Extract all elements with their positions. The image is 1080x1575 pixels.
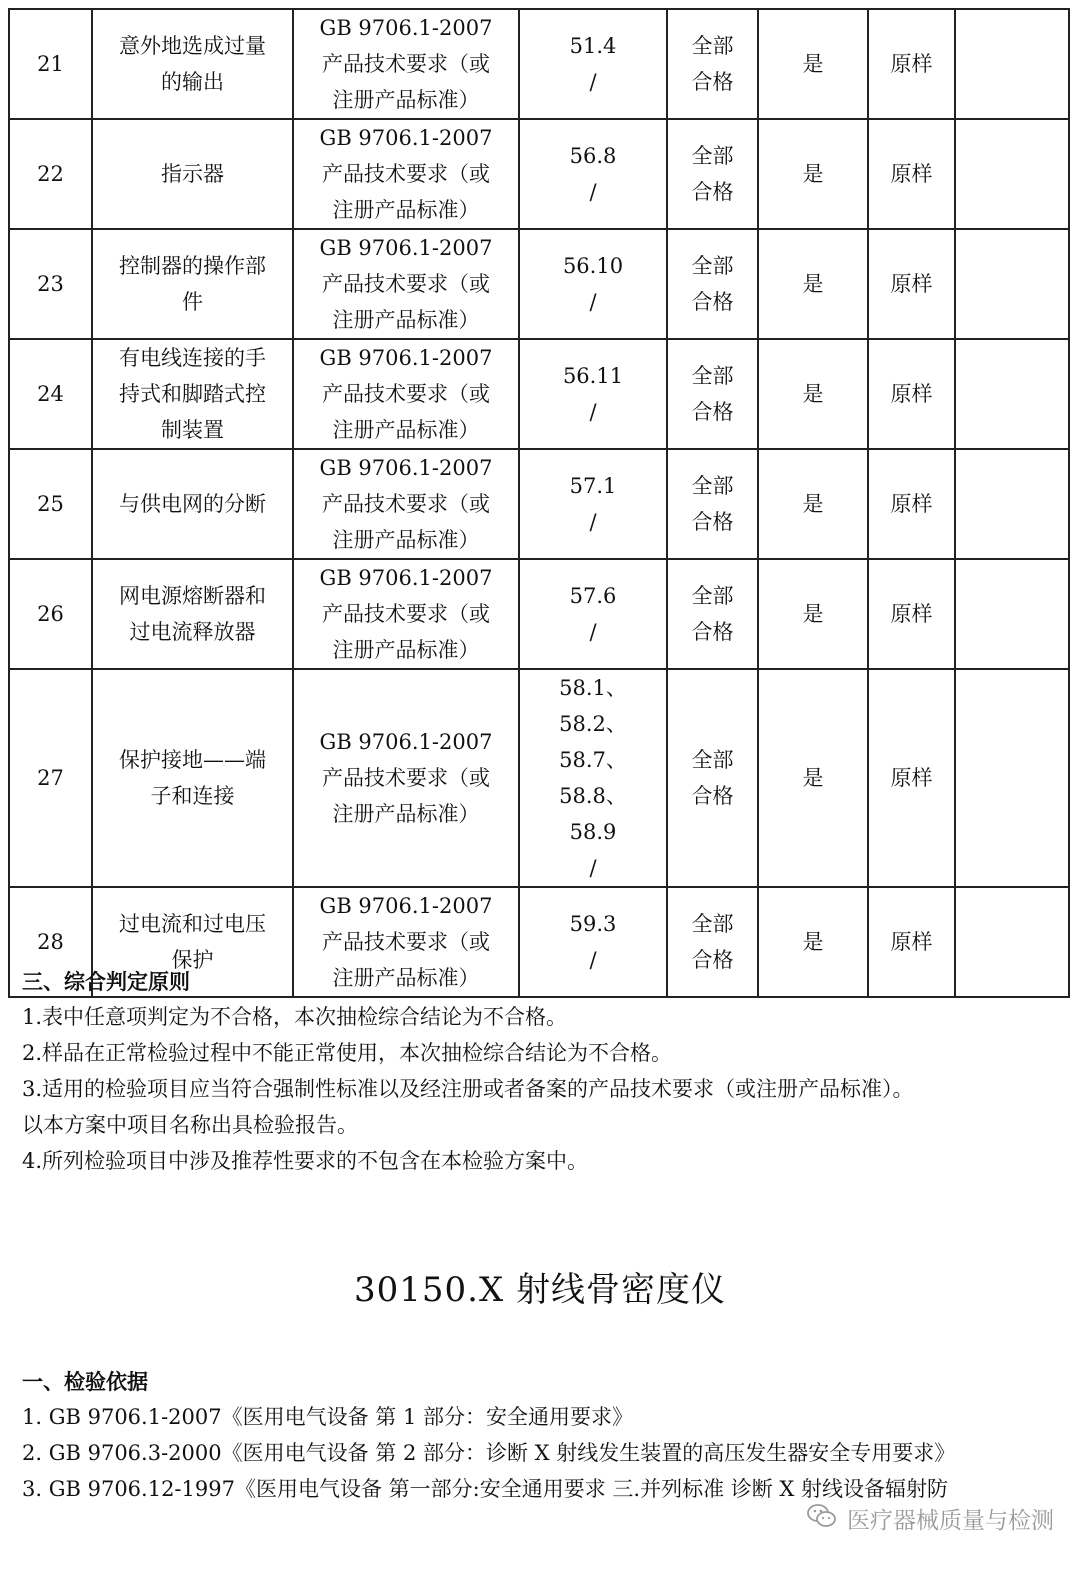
cell-basis (293, 449, 519, 559)
cell-result-line: 全部 (691, 584, 734, 608)
cell-basis-line: GB 9706.1-2007 (319, 730, 493, 754)
cell-basis (293, 119, 519, 229)
cell-clause-line: / (589, 948, 597, 972)
cell-clause-line: 56.11 (562, 364, 624, 388)
cell-result-line: 全部 (691, 254, 734, 278)
cell-basis-line: 产品技术要求（或 (322, 52, 490, 76)
cell-clause-line: 58.9 (569, 820, 617, 844)
cell-clause-line: / (589, 856, 597, 880)
cell-sampled: 是 (758, 887, 868, 997)
cell-item-line: 子和连接 (150, 784, 235, 808)
cell-result-line: 合格 (691, 784, 734, 808)
cell-sampled: 是 (758, 229, 868, 339)
cell-remark (955, 229, 1069, 339)
cell-item (92, 229, 293, 339)
cell-sample: 原样 (868, 339, 955, 449)
cell-remark (955, 9, 1069, 119)
cell-clause (519, 9, 667, 119)
cell-item (92, 9, 293, 119)
cell-result (667, 339, 758, 449)
table-row (9, 229, 1069, 339)
inspection-table (8, 8, 1070, 998)
cell-basis-line: 产品技术要求（或 (322, 272, 490, 296)
cell-basis (293, 887, 519, 997)
cell-result (667, 229, 758, 339)
cell-basis-line: GB 9706.1-2007 (319, 456, 493, 480)
table-row (9, 449, 1069, 559)
cell-result-line: 合格 (691, 290, 734, 314)
cell-clause-line: 58.7、58.8、 (559, 748, 627, 808)
cell-sample: 原样 (868, 887, 955, 997)
cell-basis-line: 产品技术要求（或 (322, 766, 490, 790)
cell-clause (519, 229, 667, 339)
cell-result-line: 合格 (691, 70, 734, 94)
cell-basis (293, 669, 519, 887)
cell-result (667, 887, 758, 997)
cell-item-line: 过电流和过电压 (119, 912, 266, 936)
cell-clause-line: / (589, 510, 597, 534)
cell-item-line: 与供电网的分断 (119, 492, 266, 516)
cell-clause-line: 51.4 (569, 34, 617, 58)
cell-sample: 原样 (868, 229, 955, 339)
cell-clause-line: 59.3 (569, 912, 617, 936)
cell-result (667, 119, 758, 229)
judgement-item-3: 3.适用的检验项目应当符合强制性标准以及经注册或者备案的产品技术要求（或注册产品标准）。 (22, 1077, 914, 1101)
cell-item (92, 339, 293, 449)
cell-item (92, 559, 293, 669)
cell-result-line: 全部 (691, 748, 734, 772)
cell-clause (519, 669, 667, 887)
cell-clause (519, 559, 667, 669)
judgement-item-4: 4.所列检验项目中涉及推荐性要求的不包含在本检验方案中。 (22, 1149, 589, 1173)
cell-clause (519, 119, 667, 229)
cell-basis (293, 9, 519, 119)
cell-basis-line: 产品技术要求（或 (322, 492, 490, 516)
cell-clause-line: / (589, 290, 597, 314)
cell-item (92, 669, 293, 887)
watermark-text: 医疗器械质量与检测 (847, 1508, 1054, 1534)
cell-item-line: 指示器 (161, 162, 224, 186)
cell-item-line: 网电源熔断器和 (119, 584, 266, 608)
cell-basis-line: 注册产品标准） (332, 802, 480, 826)
judgement-item-2: 2.样品在正常检验过程中不能正常使用，本次抽检综合结论为不合格。 (22, 1041, 673, 1065)
cell-basis-line: GB 9706.1-2007 (319, 894, 493, 918)
cell-item-line: 有电线连接的手 (119, 346, 266, 370)
cell-basis-line: 注册产品标准） (332, 638, 480, 662)
cell-item-line: 控制器的操作部 (119, 254, 266, 278)
cell-clause-line: / (589, 180, 597, 204)
cell-sampled: 是 (758, 449, 868, 559)
cell-item-line: 持式和脚踏式控 (119, 382, 266, 406)
cell-basis-line: 注册产品标准） (332, 528, 480, 552)
cell-remark (955, 669, 1069, 887)
cell-no: 22 (9, 119, 92, 229)
cell-remark (955, 339, 1069, 449)
cell-result-line: 合格 (691, 620, 734, 644)
cell-sample: 原样 (868, 119, 955, 229)
basis-item-2: 2. GB 9706.3-2000《医用电气设备 第 2 部分：诊断 X 射线发生装置的高压发生器安全专用要求》 (22, 1441, 956, 1465)
cell-basis (293, 559, 519, 669)
cell-result-line: 全部 (691, 144, 734, 168)
cell-clause-line: 57.1 (569, 474, 617, 498)
cell-result-line: 合格 (691, 400, 734, 424)
cell-no: 27 (9, 669, 92, 887)
judgement-item-3-cont: 以本方案中项目名称出具检验报告。 (22, 1113, 358, 1137)
cell-remark (955, 119, 1069, 229)
cell-remark (955, 449, 1069, 559)
cell-clause-line: / (589, 70, 597, 94)
cell-clause-line: 58.1、58.2、 (559, 676, 627, 736)
cell-no: 26 (9, 559, 92, 669)
table-row (9, 559, 1069, 669)
cell-basis-line: 产品技术要求（或 (322, 382, 490, 406)
cell-basis (293, 229, 519, 339)
cell-clause-line: 57.6 (569, 584, 617, 608)
cell-basis-line: GB 9706.1-2007 (319, 346, 493, 370)
table-row (9, 9, 1069, 119)
judgement-item-1: 1.表中任意项判定为不合格，本次抽检综合结论为不合格。 (22, 1005, 568, 1029)
judgement-heading: 三、综合判定原则 (22, 970, 190, 994)
cell-remark (955, 559, 1069, 669)
cell-sampled: 是 (758, 669, 868, 887)
cell-item-line: 过电流释放器 (129, 620, 256, 644)
cell-sampled: 是 (758, 119, 868, 229)
basis-item-3: 3. GB 9706.12-1997《医用电气设备 第一部分:安全通用要求 三.并列标准 诊断 X 射线设备辐射防 (22, 1477, 949, 1501)
cell-no: 28 (9, 887, 92, 997)
cell-result-line: 合格 (691, 948, 734, 972)
cell-sample: 原样 (868, 449, 955, 559)
cell-basis-line: 产品技术要求（或 (322, 162, 490, 186)
cell-basis-line: 注册产品标准） (332, 88, 480, 112)
cell-basis-line: GB 9706.1-2007 (319, 126, 493, 150)
cell-result-line: 全部 (691, 34, 734, 58)
table-row (9, 339, 1069, 449)
cell-basis-line: GB 9706.1-2007 (319, 236, 493, 260)
table-row (9, 119, 1069, 229)
basis-item-1: 1. GB 9706.1-2007《医用电气设备 第 1 部分：安全通用要求》 (22, 1405, 633, 1429)
cell-item-line: 的输出 (161, 70, 224, 94)
cell-sample: 原样 (868, 9, 955, 119)
cell-clause-line: / (589, 400, 597, 424)
cell-clause-line: / (589, 620, 597, 644)
cell-sampled: 是 (758, 9, 868, 119)
wechat-icon (807, 1503, 837, 1535)
cell-no: 23 (9, 229, 92, 339)
inspection-table-wrapper (8, 8, 1068, 998)
cell-basis-line: 注册产品标准） (332, 966, 480, 990)
cell-result-line: 合格 (691, 510, 734, 534)
cell-item-line: 保护接地——端 (119, 748, 266, 772)
cell-result (667, 559, 758, 669)
cell-result-line: 全部 (691, 912, 734, 936)
cell-sampled: 是 (758, 559, 868, 669)
cell-basis-line: 产品技术要求（或 (322, 602, 490, 626)
table-row (9, 669, 1069, 887)
cell-clause (519, 339, 667, 449)
cell-no: 24 (9, 339, 92, 449)
cell-remark (955, 887, 1069, 997)
watermark (807, 1502, 1054, 1535)
cell-item (92, 119, 293, 229)
cell-basis-line: 注册产品标准） (332, 308, 480, 332)
cell-basis-line: 产品技术要求（或 (322, 930, 490, 954)
cell-clause-line: 56.10 (562, 254, 624, 278)
cell-result (667, 449, 758, 559)
cell-basis-line: GB 9706.1-2007 (319, 566, 493, 590)
cell-clause (519, 449, 667, 559)
cell-item (92, 449, 293, 559)
cell-result-line: 全部 (691, 474, 734, 498)
cell-no: 21 (9, 9, 92, 119)
document-title: 30150.X 射线骨密度仪 (354, 1270, 726, 1310)
cell-item-line: 件 (182, 290, 203, 314)
cell-result-line: 全部 (691, 364, 734, 388)
cell-sample: 原样 (868, 559, 955, 669)
cell-basis-line: 注册产品标准） (332, 198, 480, 222)
cell-result-line: 合格 (691, 180, 734, 204)
basis-heading: 一、检验依据 (22, 1370, 148, 1394)
cell-result (667, 669, 758, 887)
cell-item-line: 保护 (171, 948, 214, 972)
cell-clause (519, 887, 667, 997)
cell-sample: 原样 (868, 669, 955, 887)
cell-basis-line: 注册产品标准） (332, 418, 480, 442)
cell-result (667, 9, 758, 119)
cell-sampled: 是 (758, 339, 868, 449)
cell-basis-line: GB 9706.1-2007 (319, 16, 493, 40)
cell-no: 25 (9, 449, 92, 559)
cell-clause-line: 56.8 (569, 144, 617, 168)
cell-item-line: 制装置 (161, 418, 224, 442)
cell-basis (293, 339, 519, 449)
cell-item-line: 意外地选成过量 (119, 34, 266, 58)
